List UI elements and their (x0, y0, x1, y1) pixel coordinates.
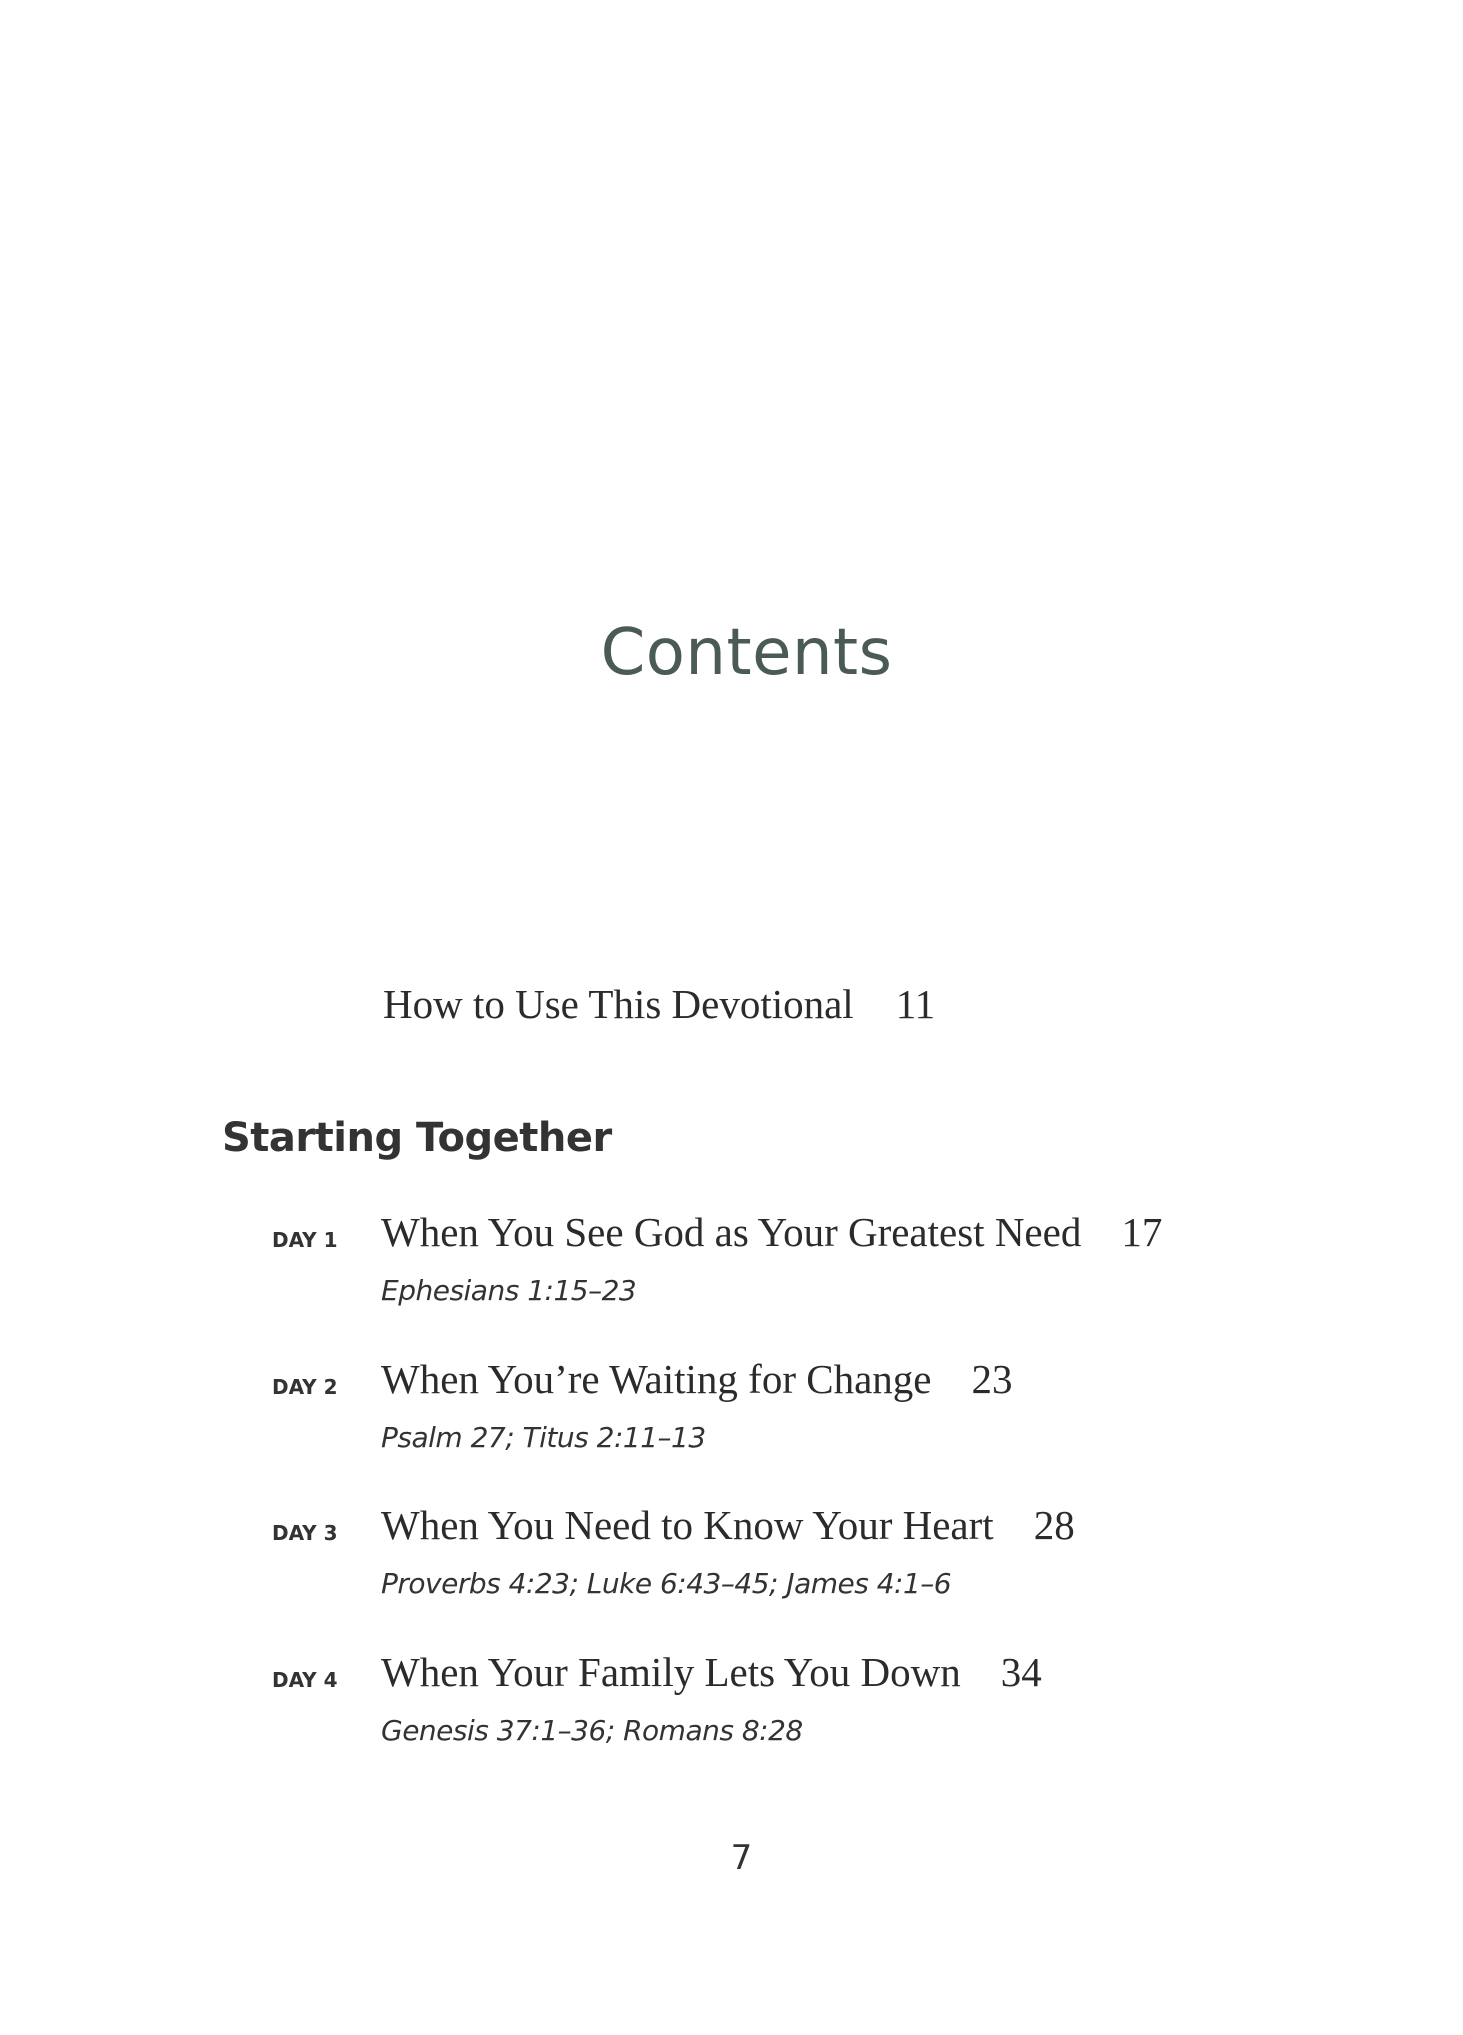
toc-page-number: 17 (1121, 1209, 1163, 1255)
toc-page-number: 11 (895, 981, 936, 1027)
toc-entry-title: When You See God as Your Greatest Need (381, 1209, 1082, 1255)
day-label: DAY 4 (272, 1668, 338, 1692)
scripture-reference: Proverbs 4:23; Luke 6:43–45; James 4:1–6 (381, 1567, 952, 1600)
toc-entry-title: When You’re Waiting for Change (381, 1356, 932, 1402)
section-heading: Starting Together (222, 1115, 612, 1161)
toc-page-number: 28 (1033, 1502, 1075, 1548)
scripture-reference: Genesis 37:1–36; Romans 8:28 (381, 1714, 803, 1747)
scripture-reference: Psalm 27; Titus 2:11–13 (381, 1421, 706, 1454)
toc-entry-intro (383, 980, 935, 1028)
page-title: Contents (600, 616, 893, 690)
toc-page-number: 23 (971, 1356, 1013, 1402)
toc-entry-title: When Your Family Lets You Down (381, 1649, 961, 1695)
toc-entry-title: When You Need to Know Your Heart (381, 1502, 994, 1548)
toc-page-number: 34 (1000, 1649, 1042, 1695)
toc-entry-title: How to Use This Devotional (383, 981, 854, 1027)
page-number: 7 (730, 1838, 753, 1878)
day-label: DAY 2 (272, 1375, 338, 1399)
day-label: DAY 1 (272, 1228, 338, 1252)
day-label: DAY 3 (272, 1521, 338, 1545)
scripture-reference: Ephesians 1:15–23 (381, 1274, 637, 1307)
